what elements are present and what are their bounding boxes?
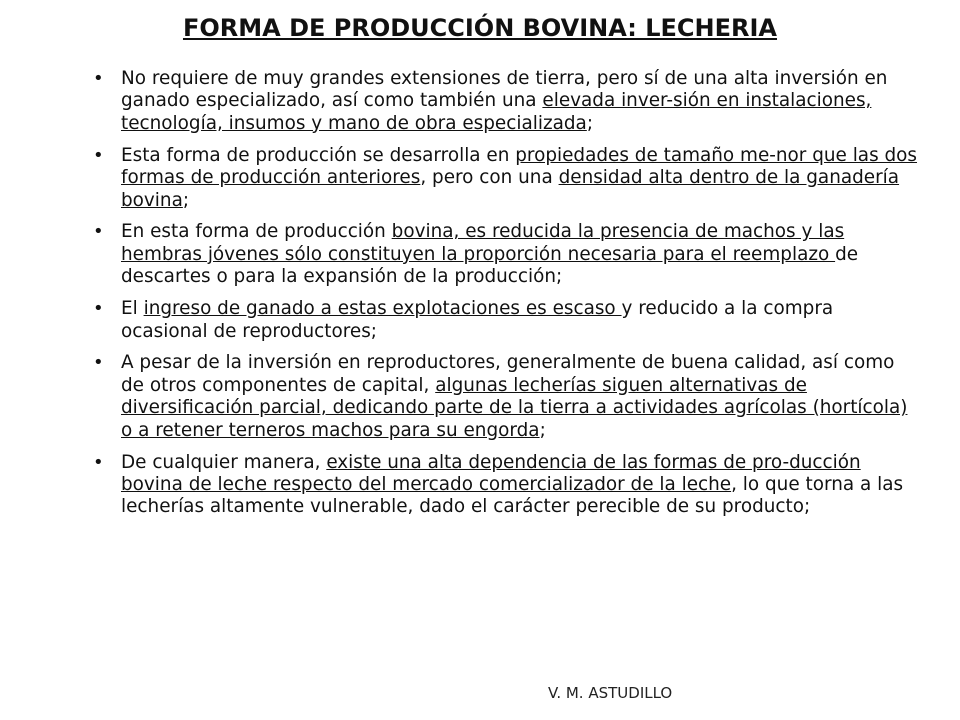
bullet-dot-icon: •	[93, 352, 104, 374]
text-segment: No requiere de muy grandes extensiones de tierra, pero sí de una alta inversión en ganado especializado, así como también una	[121, 68, 888, 112]
bullet-dot-icon: •	[93, 144, 104, 166]
underlined-segment: propiedades de tamaño me-nor que las dos formas de producción anteriores	[121, 144, 918, 189]
text-segment: De cualquier manera,	[121, 451, 327, 473]
bullet-text	[121, 145, 917, 211]
bullet-dot-icon: •	[93, 68, 104, 89]
underlined-segment: algunas lecherías siguen alternativas de diversificación parcial, dedicando parte de la tierra a actividades agrícolas (hortícola) o a retener terneros machos para su engorda	[121, 374, 908, 441]
bullet-item	[93, 452, 923, 519]
text-segment: de descartes o para la expansión de la producción;	[121, 243, 859, 288]
text-segment: , lo que torna a las lecherías altamente vulnerable, dado el carácter perecible de su producto;	[121, 474, 904, 518]
text-segment: Esta forma de producción se desarrolla en	[121, 144, 516, 166]
text-segment: y reducido a la compra ocasional de reproductores;	[121, 298, 834, 342]
text-segment: ;	[539, 419, 546, 441]
bullet-dot-icon: •	[93, 298, 104, 320]
underlined-segment: densidad alta dentro de la ganadería bovina	[121, 167, 900, 211]
bullet-item	[93, 68, 923, 135]
text-segment: , pero con una	[420, 167, 559, 189]
bullet-text	[121, 221, 858, 287]
bullet-item	[93, 221, 923, 288]
bullet-text	[121, 352, 907, 440]
bullet-item	[93, 352, 923, 442]
bullet-item	[93, 145, 923, 212]
bullet-text	[121, 298, 833, 341]
underlined-segment: ingreso de ganado a estas explotaciones es escaso	[143, 298, 622, 320]
text-segment: ;	[182, 189, 190, 211]
page-title: FORMA DE PRODUCCIÓN BOVINA: LECHERIA	[182, 14, 778, 42]
author-footer: V. M. ASTUDILLO	[548, 684, 673, 702]
underlined-segment: elevada inver-sión en instalaciones, tecnología, insumos y mano de obra especializada	[121, 90, 872, 134]
bullet-list	[93, 68, 923, 528]
bullet-dot-icon: •	[93, 451, 104, 473]
text-segment: ;	[586, 112, 594, 134]
bullet-dot-icon: •	[93, 221, 104, 243]
bullet-item	[93, 298, 923, 343]
underlined-segment: bovina, es reducida la presencia de machos y las hembras jóvenes sólo constituyen la proporción necesaria para el reemplazo	[121, 221, 845, 265]
bullet-text	[121, 452, 903, 518]
underlined-segment: existe una alta dependencia de las formas de pro-ducción bovina de leche respecto del mercado comercializador de la leche	[121, 451, 861, 495]
text-segment: El	[121, 298, 144, 320]
bullet-text	[121, 68, 887, 134]
text-segment: En esta forma de producción	[121, 221, 392, 243]
text-segment: A pesar de la inversión en reproductores, generalmente de buena calidad, así como de otros componentes de capital,	[121, 352, 895, 396]
